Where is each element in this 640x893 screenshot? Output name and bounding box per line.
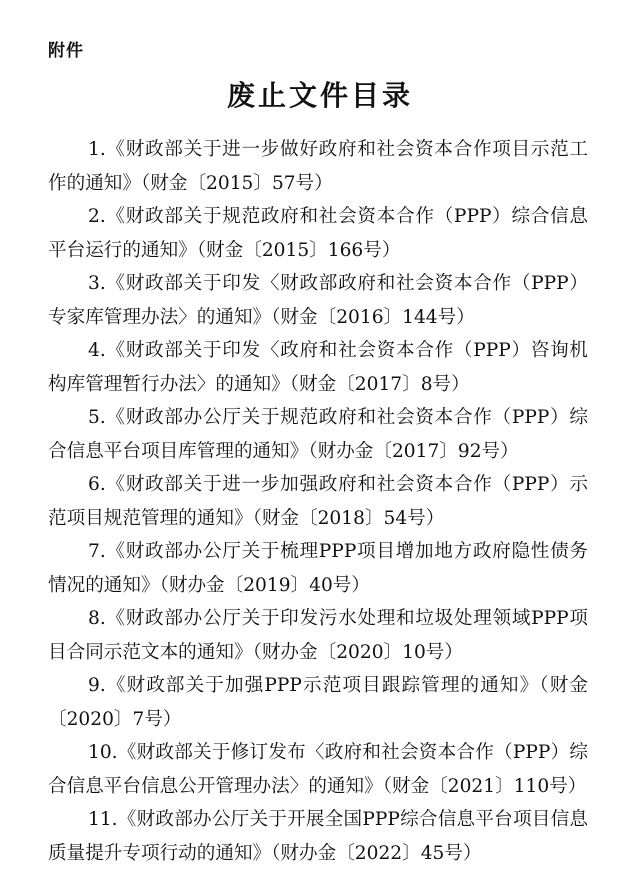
repealed-documents-list <box>48 133 588 870</box>
list-item: 2.《财政部关于规范政府和社会资本合作（PPP）综合信息平台运行的通知》（财金〔2015〕166号） <box>48 206 588 261</box>
attachment-label: 附件 <box>48 41 84 61</box>
list-item: 7.《财政部办公厅关于梳理PPP项目增加地方政府隐性债务情况的通知》（财办金〔2019〕40号） <box>48 541 588 596</box>
list-item: 6.《财政部关于进一步加强政府和社会资本合作（PPP）示范项目规范管理的通知》（财金〔2018〕54号） <box>48 474 588 529</box>
list-item: 1.《财政部关于进一步做好政府和社会资本合作项目示范工作的通知》（财金〔2015〕57号） <box>48 139 588 194</box>
list-item: 5.《财政部办公厅关于规范政府和社会资本合作（PPP）综合信息平台项目库管理的通知》（财办金〔2017〕92号） <box>48 407 588 462</box>
list-item: 11.《财政部办公厅关于开展全国PPP综合信息平台项目信息质量提升专项行动的通知》（财办金〔2022〕45号） <box>48 809 588 864</box>
list-item: 8.《财政部办公厅关于印发污水处理和垃圾处理领域PPP项目合同示范文本的通知》（财办金〔2020〕10号） <box>48 608 588 663</box>
list-item: 4.《财政部关于印发〈政府和社会资本合作（PPP）咨询机构库管理暂行办法〉的通知》（财金〔2017〕8号） <box>48 340 588 395</box>
list-item: 9.《财政部关于加强PPP示范项目跟踪管理的通知》（财金〔2020〕7号） <box>48 675 588 730</box>
list-item: 10.《财政部关于修订发布〈政府和社会资本合作（PPP）综合信息平台信息公开管理办法〉的通知》（财金〔2021〕110号） <box>48 742 588 797</box>
page-title: 废止文件目录 <box>226 79 413 112</box>
list-item: 3.《财政部关于印发〈财政部政府和社会资本合作（PPP）专家库管理办法〉的通知》（财金〔2016〕144号） <box>48 273 588 328</box>
